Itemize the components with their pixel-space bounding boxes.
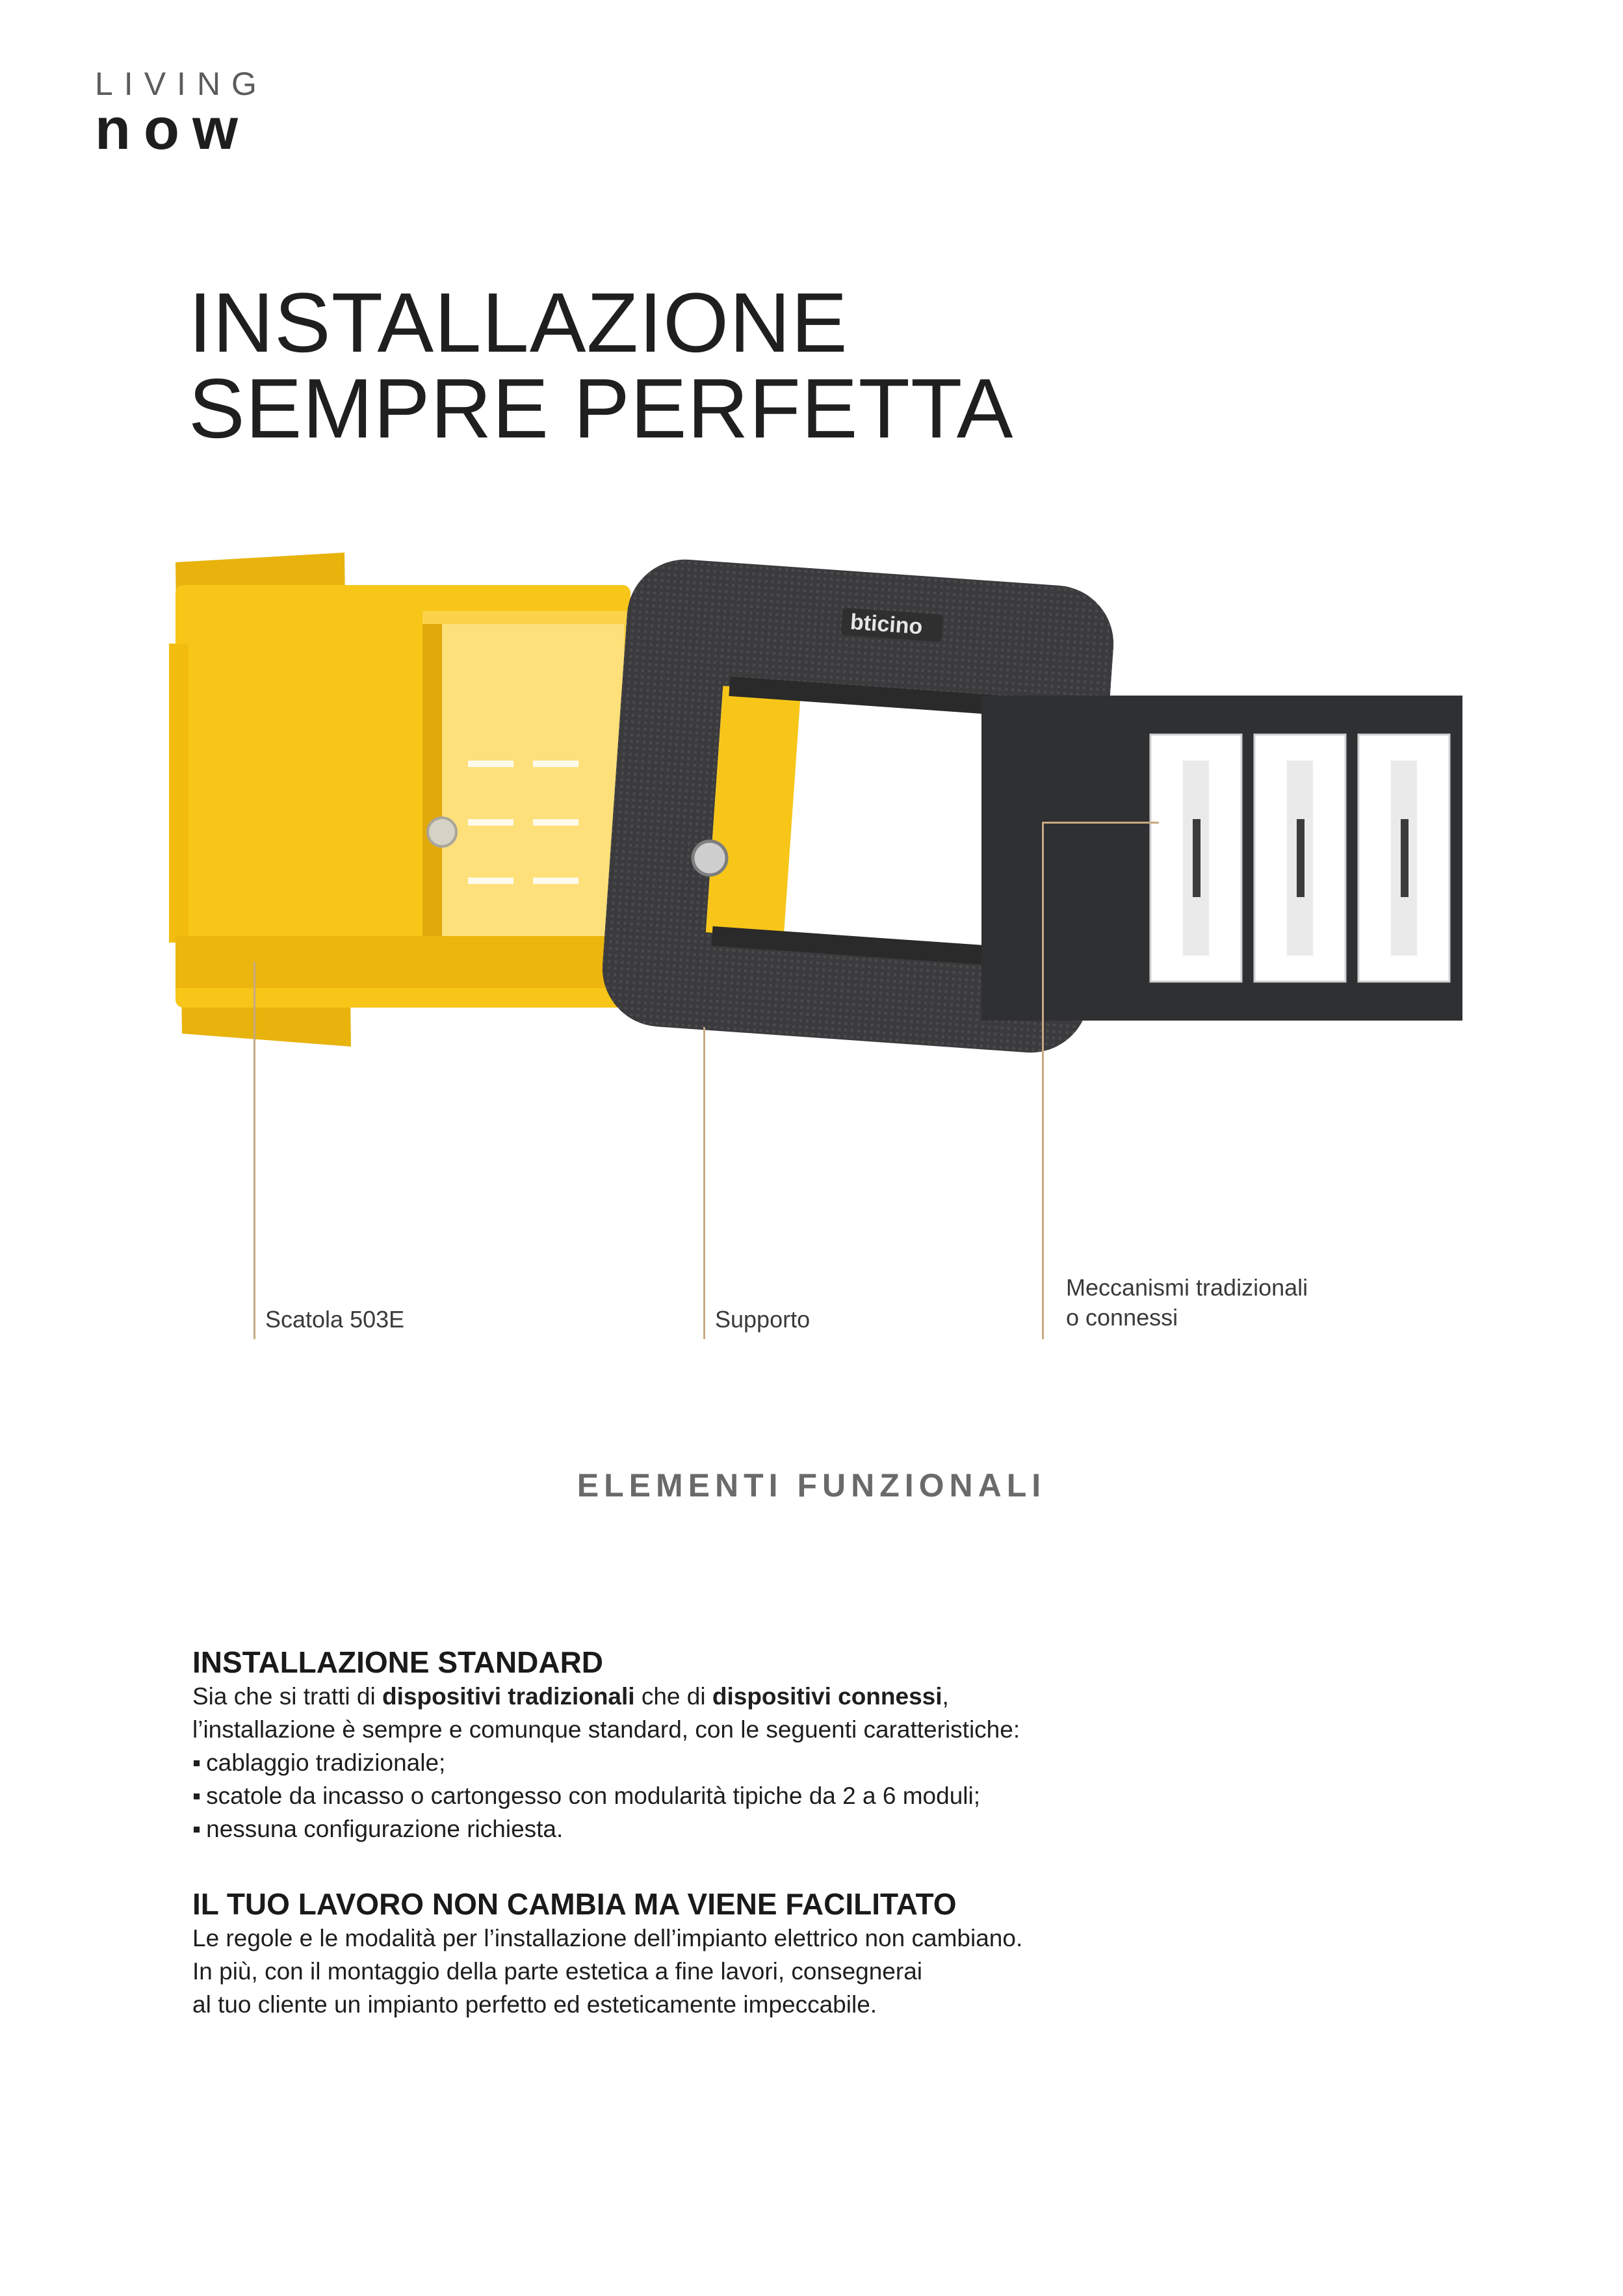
standard-bullets (192, 1746, 1427, 1846)
mechanism-module-3 (1358, 735, 1449, 982)
work-line: Le regole e le modalità per l’installazione dell’impianto elettrico non cambiano. (192, 1925, 1023, 1951)
work-block (192, 1886, 1427, 2021)
callout-label-mechanisms: Meccanismi tradizionali o connessi (1066, 1274, 1308, 1331)
section-title: ELEMENTI FUNZIONALI (577, 1467, 1046, 1504)
brand-logo-now: now (95, 97, 251, 162)
mechanisms (981, 696, 1462, 1021)
callout-label-support: Supporto (715, 1306, 811, 1333)
brand-logo-living: LIVING (95, 66, 268, 102)
standard-intro-line2: l’installazione è sempre e comunque standard, con le seguenti caratteristiche: (192, 1716, 1020, 1743)
page-title-line1: INSTALLAZIONE (188, 275, 848, 370)
junction-box (169, 553, 637, 1047)
callout-line-mechanisms (1042, 822, 1159, 824)
callout-line-support (703, 1027, 705, 1339)
mechanism-module-2 (1254, 735, 1345, 982)
callout-line-mechanisms-vertical (1042, 823, 1044, 1339)
mechanism-module-1 (1150, 735, 1241, 982)
product-exploded-illustration (149, 546, 1482, 1053)
work-line: In più, con il montaggio della parte estetica a fine lavori, consegnerai (192, 1958, 923, 1985)
work-line: al tuo cliente un impianto perfetto ed esteticamente impeccabile. (192, 1991, 877, 2018)
page-title-line2: SEMPRE PERFETTA (188, 361, 1014, 456)
page-title (188, 275, 1014, 456)
list-item: ▪ cablaggio tradizionale; (192, 1746, 1427, 1779)
callout-line-box (253, 962, 255, 1339)
standard-heading: INSTALLAZIONE STANDARD (192, 1645, 604, 1679)
list-item: ▪ scatole da incasso o cartongesso con modularità tipiche da 2 a 6 moduli; (192, 1779, 1427, 1812)
standard-intro: Sia che si tratti di dispositivi tradizionali che di dispositivi connessi, (192, 1683, 949, 1710)
plate-brand-label: bticino (849, 609, 924, 640)
list-item: ▪ nessuna configurazione richiesta. (192, 1812, 1427, 1846)
work-heading: IL TUO LAVORO NON CAMBIA MA VIENE FACILITATO (192, 1887, 957, 1921)
standard-installation-block (192, 1645, 1427, 1846)
callout-label-box: Scatola 503E (265, 1306, 405, 1333)
